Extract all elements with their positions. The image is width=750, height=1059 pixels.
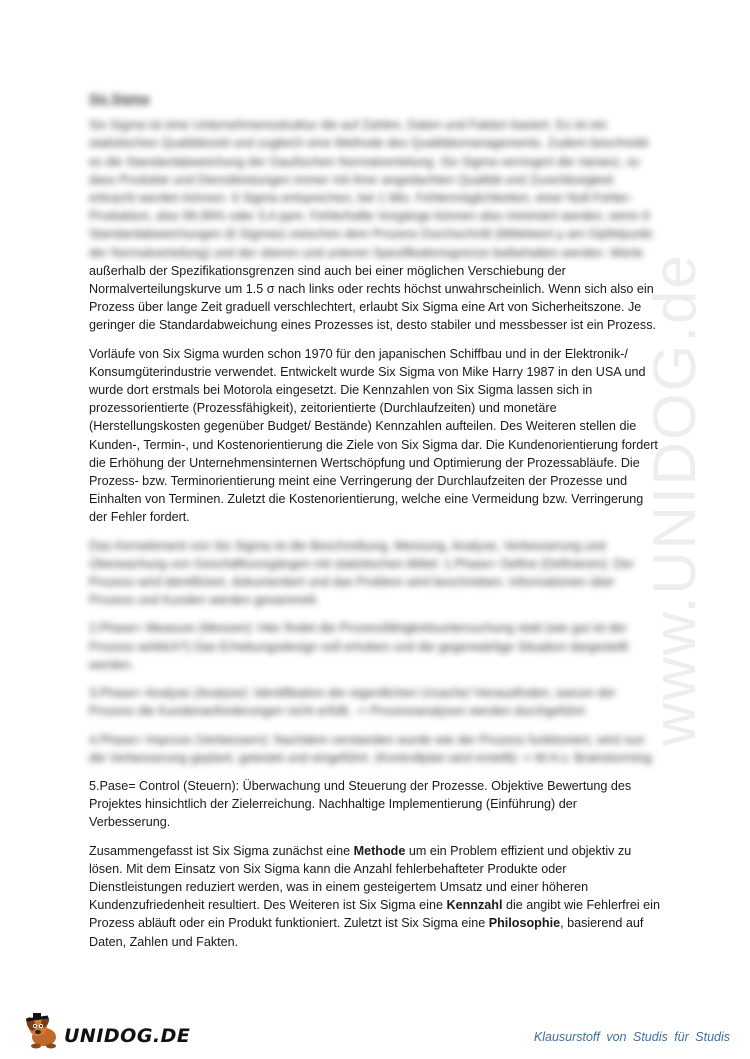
summary-text: die angibt wie Fehlerfrei ein Prozess abläuft oder ein Produkt funktioniert. Zuletzt ist Six Sigma eine xyxy=(89,898,660,931)
blurred-text: Six Sigma ist eine Unternehmensstruktur die auf Zahlen, Daten und Fakten basiert. Es ist ein statistisches Qualitätsziel und zugleich eine Methode des Qualitätsmanagements. Zudem beschreibt es die Standardabweichung der Gaußschen Normalverteilung. Six Sigma verringert die Varianz, so dass Produkte und Dienstleistungen immer mit ihrer angedachten Qualität und Zuverlässigkeit erbracht werden können. 6 Sigma entsprechen, bei 1 Mio. Fehlermöglichkeiten, einer Null-Fehler-Produktion, also 99,99% oder 3,4 ppm. Fehlerhafte Vorgänge können also minimiert werden, wenn 6 Standardabweichungen (6 Sigmas) zwischen dem Prozess Durchschnitt (Mittelwert μ am Gipfelpunkt der Normalverteilung) und der oberen und unteren Spezifikationsgrenze beibehalten werden. Werte xyxy=(89,118,653,260)
footer-tagline: Klausurstoff von Studis für Studis xyxy=(533,1030,730,1044)
document-title: Six Sigma xyxy=(89,92,150,106)
blurred-phase-intro: Das Kernelement von Six Sigma ist die Beschreibung, Messung, Analyse, Verbesserung und Überwachung von Geschäftsvorgängen mit statistischen Mittel: 1.Phase= Define (Definieren): Der Prozess wird identifiziert, dokumentiert und das Problem wird beschrieben. Informationen über Prozess und Kunden werden gesammelt. xyxy=(89,538,634,608)
watermark: www.UNIDOG.de xyxy=(641,253,708,747)
summary-text: Zusammengefasst ist Six Sigma zunächst eine xyxy=(89,843,354,858)
summary-bold-methode: Methode xyxy=(353,843,406,858)
unidog-logo[interactable] xyxy=(24,1013,190,1049)
dog-mascot-icon xyxy=(24,1013,62,1049)
summary-text: , basierend auf Daten, Zahlen und Fakten. xyxy=(89,916,644,949)
paragraph-summary xyxy=(89,842,661,951)
blurred-phase-4: 4.Phase= Improve (Verbessern): Nachdem verstanden wurde wie der Prozess funktioniert, wird nun die Verbesserung geplant, getestet und eingeführt. (Kontrollplan wird erstellt) -> M.H.v. Brainstorming xyxy=(89,732,652,765)
summary-bold-kennzahl: Kennzahl xyxy=(446,898,503,913)
paragraph-history: Vorläufe von Six Sigma wurden schon 1970 für den japanischen Schiffbau und in der Elektronik-/ Konsumgüterindustrie verwendet. Entwickelt wurde Six Sigma von Mike Harry 1987 in den USA und wurde dort erstmals bei Motorola eingesetzt. Die Kennzahlen von Six Sigma lassen sich in prozessorientierte (Prozessfähigkeit), zeitorientierte (Durchlaufzeiten) und monetäre (Herstellungskosten gegenüber Budget/ Bestände) Kennzahlen aufteilen. Des Weiteren stellen die Kunden-, Termin-, und Kostenorientierung die Ziele von Six Sigma dar. Die Kundenorientierung fordert die Erhöhung der Unternehmensinternen Wertschöpfung und Optimierung der Prozessabläufe. Die Prozess- bzw. Terminorientierung meint eine Verringerung der Durchlaufzeiten der Prozesse und Einhalten von Terminen. Zuletzt die Kostenorientierung, welche eine Vermeidung bzw. Verringerung der Fehler fordert. xyxy=(89,346,658,525)
paragraph-intro xyxy=(89,116,661,334)
summary-text: um ein Problem effizient und objektiv zu lösen. Mit dem Einsatz von Six Sigma kann die Anzahl fehlerbehafteter Produkte oder Dienstleistungen reduziert werden, was in einem gesteigertem Umsatz und einer höheren Kundenzufriedenheit resultiert. Des Weiteren ist Six Sigma eine xyxy=(89,843,632,913)
logo-text: UNIDOG.DE xyxy=(64,1025,191,1047)
document-body xyxy=(89,90,661,961)
blurred-phase-3: 3.Phase= Analyse (Analyse): Identifikation der eigentlichen Ursache/ Herausfinden, warum der Prozess die Kundenanforderungen nicht erfüllt. -> Prozessanalysen werden durchgeführt xyxy=(89,686,616,719)
paragraph-text: außerhalb der Spezifikationsgrenzen sind auch bei einer möglichen Verschiebung der Normalverteilungskurve um 1.5 σ nach links oder rechts höchst unwahrscheinlich. Wenn sich also ein Prozess über lange Zeit graduell verschlechtert, erlaubt Six Sigma eine Art von Sicherheitszone. Je geringer die Standardabweichung eines Prozesses ist, desto stabiler und messbesser ist ein Prozess. xyxy=(89,263,657,333)
paragraph-phase-5: 5.Pase= Control (Steuern): Überwachung und Steuerung der Prozesse. Objektive Bewertung des Projektes hinsichtlich der Zielerreichung. Nachhaltige Implementierung (Einführung) der Verbesserung. xyxy=(89,778,632,830)
summary-bold-philosophie: Philosophie xyxy=(488,916,561,931)
blurred-phase-2: 2.Phase= Measure (Messen): Hier findet die Prozessfähigkeitsuntersuchung statt (wie gut ist der Prozess wirklich?) Das Erhebungsdesign soll erhoben und die gegenwärtige Situation dargestellt werden. xyxy=(89,621,629,672)
